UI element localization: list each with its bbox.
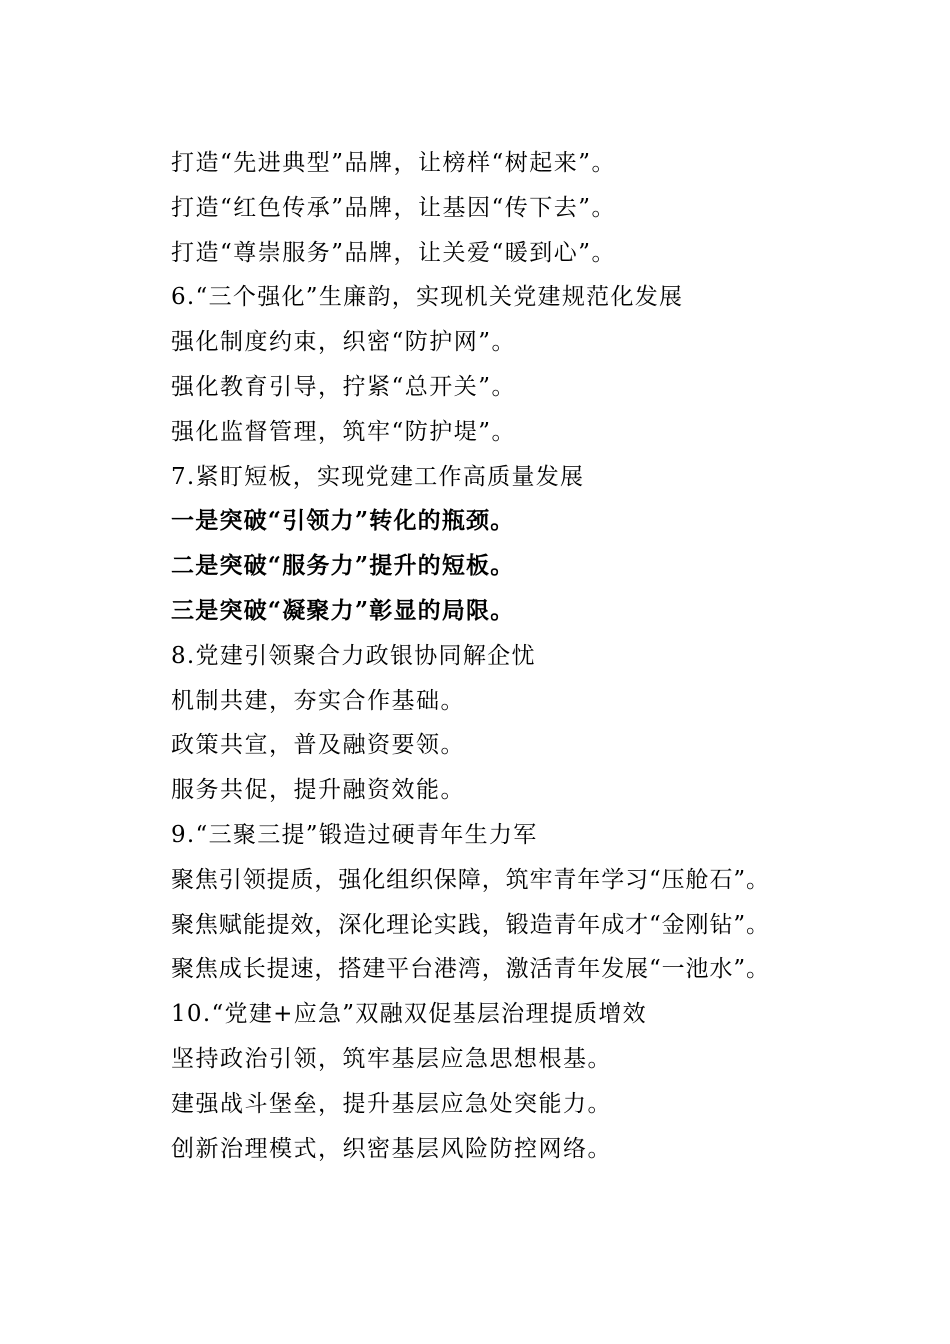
text-line: 坚持政治引领，筑牢基层应急思想根基。 xyxy=(171,1045,612,1072)
section-heading: 9.“三聚三提”锻造过硬青年生力军 xyxy=(171,821,538,848)
text-line: 二是突破“服务力”提升的短板。 xyxy=(171,552,515,580)
text-line: 机制共建，夯实合作基础。 xyxy=(171,687,465,714)
section-heading: 6.“三个强化”生廉韵，实现机关党建规范化发展 xyxy=(171,284,684,311)
text-line: 政策共宣，普及融资要领。 xyxy=(171,732,465,759)
text-line: 服务共促，提升融资效能。 xyxy=(171,777,465,804)
text-line: 三是突破“凝聚力”彰显的局限。 xyxy=(171,596,515,624)
text-line: 打造“尊崇服务”品牌，让关爱“暖到心”。 xyxy=(171,239,617,266)
section-heading: 10.“党建+应急”双融双促基层治理提质增效 xyxy=(171,1001,647,1028)
text-line: 一是突破“引领力”转化的瓶颈。 xyxy=(171,507,515,535)
text-line: 打造“红色传承”品牌，让基因“传下去”。 xyxy=(171,194,617,221)
text-line: 强化教育引导，拧紧“总开关”。 xyxy=(171,373,517,400)
section-heading: 7.紧盯短板，实现党建工作高质量发展 xyxy=(171,463,585,490)
text-line: 创新治理模式，织密基层风险防控网络。 xyxy=(171,1135,612,1162)
text-line: 聚焦引领提质，强化组织保障，筑牢青年学习“压舱石”。 xyxy=(171,866,770,893)
text-line: 聚焦赋能提效，深化理论实践，锻造青年成才“金刚钻”。 xyxy=(171,911,770,938)
document-body xyxy=(171,141,911,1171)
text-line: 聚焦成长提速，搭建平台港湾，激活青年发展“一池水”。 xyxy=(171,956,770,983)
section-heading: 8.党建引领聚合力政银协同解企忧 xyxy=(171,642,536,669)
text-line: 强化监督管理，筑牢“防护堤”。 xyxy=(171,418,517,445)
text-line: 建强战斗堡垒，提升基层应急处突能力。 xyxy=(171,1090,612,1117)
text-line: 强化制度约束，织密“防护网”。 xyxy=(171,329,517,356)
text-line: 打造“先进典型”品牌，让榜样“树起来”。 xyxy=(171,150,617,176)
